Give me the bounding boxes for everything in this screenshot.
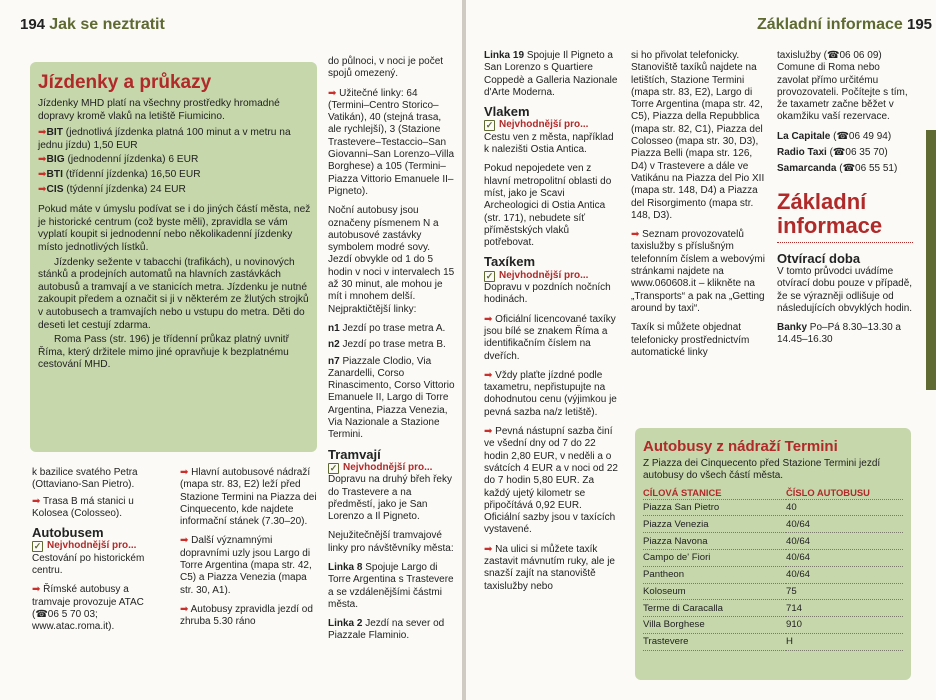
tram-line-19-label: Linka 19	[484, 50, 525, 61]
section-heading: Autobusem	[32, 525, 104, 541]
section-heading: Taxíkem	[484, 254, 536, 270]
page-number: 195	[907, 16, 933, 33]
taxi-company	[777, 147, 913, 159]
destination-cell: Piazza San Pietro	[643, 499, 786, 516]
destination-cell: Piazza Venezia	[643, 516, 786, 533]
text-para: k bazilice svatého Petra (Ottaviano-San Pietro).	[32, 467, 138, 491]
tram-line-2: Jezdí na sever od Piazzale Flaminio.	[328, 618, 445, 642]
ticket-code: BIT	[46, 127, 63, 139]
ticket-item	[38, 154, 311, 167]
text-para: V tomto průvodci uvádíme otvírací dobu pouze v případě, že se výrazněji odlišuje od následujících obvyklých hodin.	[777, 265, 913, 314]
recommended-text: Cestu ven z města, například k nalezišti Ostia Antica.	[484, 131, 614, 156]
company-name: Samarcanda	[777, 163, 837, 175]
text-para: Užitečné linky: 64 (Termini–Centro Storico–Vatikán), 40 (stejná trasa, ale rychlejší), 3 (Stazione Trastevere–Testaccio–San Giovanni–San Lorenzo–Villa Borghese) a 105 (Termini–Piazza Vittorio Emanuele II–Pigneto).	[328, 87, 455, 197]
recommended-label: Nejvhodnější pro...	[47, 540, 137, 552]
bus-number-cell: 40/64	[786, 549, 903, 566]
ticket-desc: (týdenní jízdenka) 24 EUR	[63, 183, 186, 195]
section-title: Základní informace	[777, 188, 883, 238]
bus-box-title: Autobusy z nádraží Termini	[643, 438, 838, 455]
ticket-code: BTI	[46, 168, 63, 180]
bullet-icon: ➡	[484, 369, 493, 381]
ticket-desc: (jednodenní jízdenka) 6 EUR	[64, 154, 199, 166]
table-row	[643, 499, 903, 516]
text-para: Římské autobusy a tramvaje provozuje ATAC (☎06 5 70 03; www.atac.roma.it).	[32, 584, 144, 633]
column-header-destination: CÍLOVÁ STANICE	[643, 486, 786, 500]
bus-number-cell: 910	[786, 617, 903, 634]
recommended-label: Nejvhodnější pro...	[499, 269, 589, 281]
table-row	[643, 600, 903, 617]
tickets-para-2: Jízdenky sežente v tabacchi (trafikách), u novinových stánků a prodejních automatů na hlavních zastávkách autobusů a tramvají a ve stanicích metra. Jízdenku je nutné zakoupit předem a označit si ji v některém ze žlutých strojků v autobusech a tramvajích nebo u vstupu do metra. Děti do deseti let cestují zdarma.	[38, 256, 309, 331]
recommended-label: Nejvhodnější pro...	[343, 461, 433, 473]
company-phone: (☎06 35 70)	[826, 147, 888, 159]
section-heading: Tramvají	[328, 446, 381, 462]
destination-cell: Koloseum	[643, 583, 786, 600]
company-name: La Capitale	[777, 130, 831, 142]
table-row	[643, 583, 903, 600]
ticket-list	[38, 127, 311, 196]
text-para: Noční autobusy jsou označeny písmenem N a autobusové zastávky symbolem modré sovy. Jezdí obvykle od 1 do 5 hodin v noci v intervalech 15 až 30 minut, ale mohou je mít i mnohem delší. Nejpraktičtější linky:	[328, 205, 455, 315]
bullet-icon: ➡	[484, 313, 493, 325]
ticket-code: BIG	[46, 154, 65, 166]
bullet-icon: ➡	[32, 584, 41, 596]
table-row	[643, 617, 903, 634]
termini-bus-box	[635, 428, 911, 680]
checkbox-icon: ✓	[485, 270, 494, 281]
text-para: Pevná nástupní sazba činí ve všední dny od 7 do 22 hodin 2,80 EUR, v neděli a o svátcích 4 EUR a v noci od 22 do 7 hodin 5,80 EUR. Za každý ujetý kilometr se připočítává 0,92 EUR. Oficiální sazby jsou v taxících vystavené.	[484, 426, 618, 536]
recommended-text: Cestování po historickém centru.	[32, 552, 145, 577]
section-heading: Vlakem	[484, 104, 530, 120]
bullet-icon: ➡	[484, 543, 493, 555]
company-phone: (☎06 49 94)	[830, 130, 892, 142]
ticket-code: CIS	[46, 183, 64, 195]
night-line-n2: Jezdí po trase metra B.	[342, 339, 446, 351]
ticket-desc: (třídenní jízdenka) 16,50 EUR	[62, 168, 201, 180]
checkbox-icon: ✓	[485, 120, 494, 131]
text-para: Trasa B má stanici u Kolosea (Colosseo).	[32, 495, 134, 519]
left-column-3: do půlnoci, v noci je počet spojů omezený. ➡ Užitečné linky: 64 (Termini–Centro Storico–Vatikán), 40 (stejná trasa, ale rychlejší), 3 (Stazione Trastevere–Testaccio–San Giovanni–San Lorenzo–Villa Borghese) a 105 (Termini–Piazza Vittorio Emanuele II–Pigneto). Noční autobusy jsou označeny písmenem N a autobusové zastávky symbolem modré sovy. Jezdí obvykle od 1 do 5 hodin v noci v intervalech 15 až 30 minut, ale mohou je mít i mnohem delší. Nejpraktičtější linky: n1 Jezdí po trase metra A. n2 Jezdí po trase metra B. n7 Piazzale Clodio, Via Zanardelli, Corso Rinascimento, Corso Vittorio Emanuele II, Largo di Torre Argentina, Piazza Venezia, Via Nazionale a Stazione Termini. Tramvají ✓ Nejvhodnější pro... Dopravu na druhý břeh řeky do Trastevere a na předměstí, jako je San Lorenzo a Il Pigneto. Nejužitečnější tramvajové linky pro návštěvníky města: Linka 8 Spojuje Largo di Torre Argentina s Trastevere a se vzdálenějšími částmi města. Linka 2 Jezdí na sever od Piazzale Flaminio.	[328, 56, 455, 642]
table-row	[643, 549, 903, 566]
checkbox-icon: ✓	[329, 462, 338, 473]
taxi-company-list	[777, 131, 913, 176]
table-header-row	[643, 486, 903, 500]
table-row	[643, 516, 903, 533]
bus-number-cell: 40/64	[786, 533, 903, 550]
text-para: si ho přivolat telefonicky. Stanoviště taxíků najdete na letištích, Stazione Termini (mapa str. 83, E2), Largo di Torre Argentina (mapa str. 42, C5), Piazza della Repubblica (mapa str. 82, C1), Piazza del Colosseo (mapa str. 30, D3), Piazza Belli (mapa str. 126, D4) v Trastevere a dále ve Vatikánu na Piazza del Pio XII (mapa str. 148, D4) a Piazza del Risorgimento (mapa str. 148, D3).	[631, 50, 765, 221]
bus-number-cell: 75	[786, 583, 903, 600]
bus-number-cell: 40/64	[786, 516, 903, 533]
running-title: Základní informace	[757, 16, 903, 33]
left-column-1	[32, 467, 167, 638]
bullet-icon: ➡	[631, 229, 640, 241]
destination-cell: Piazza Navona	[643, 533, 786, 550]
text-para: Hlavní autobusové nádraží (mapa str. 83, E2) leží před Stazione Termini na Piazza dei Cinquecento, kde najdete informační stánek (7.30–20).	[180, 467, 317, 528]
bullet-icon: ➡	[38, 154, 47, 166]
text-para: Oficiální licencované taxíky jsou bílé se znakem Říma a identifikačním číslem na dveřích.	[484, 313, 616, 362]
text-para: Taxík si můžete objednat telefonicky prostřednictvím automatické linky	[631, 322, 750, 358]
bullet-icon: ➡	[38, 168, 47, 180]
left-column-2	[180, 467, 317, 633]
checkbox-icon: ✓	[33, 541, 42, 552]
destination-cell: Campo de' Fiori	[643, 549, 786, 566]
bus-number-cell: 714	[786, 600, 903, 617]
banks-hours: Po–Pá 8.30–13.30 a 14.45–16.30	[777, 322, 901, 346]
taxi-company	[777, 131, 913, 143]
ticket-desc: (jednotlivá jízdenka platná 100 minut a v metru na jednu jízdu) 1,50 EUR	[38, 127, 291, 151]
bullet-icon: ➡	[328, 87, 337, 99]
bus-number-cell: 40	[786, 499, 903, 516]
company-phone: (☎06 55 51)	[836, 163, 898, 175]
text-para: Další významnými dopravními uzly jsou Largo di Torre Argentina (mapa str. 42, C5) a Piazza Venezia (mapa str. 30, A1).	[180, 535, 312, 596]
taxi-company	[777, 163, 913, 175]
destination-cell: Villa Borghese	[643, 617, 786, 634]
tickets-para-1: Pokud máte v úmyslu podívat se i do jiných částí města, než je historické centrum (což byste měli), zpravidla se vám vyplatí koupit si jednodenní nebo několikadenní jízdenky místo jednotlivých lístků.	[38, 204, 311, 253]
tickets-para-3: Roma Pass (str. 196) je třídenní průkaz platný uvnitř Říma, který držitele mimo jiné opravňuje k bezplatnému cestování MHD.	[38, 334, 289, 371]
table-row	[643, 533, 903, 550]
right-column-3	[777, 50, 913, 351]
bullet-icon: ➡	[484, 426, 493, 438]
tickets-box	[30, 62, 317, 452]
ticket-item	[38, 127, 311, 152]
text-para: Nejužitečnější tramvajové linky pro návštěvníky města:	[328, 530, 454, 554]
table-row	[643, 633, 903, 650]
left-running-head	[20, 16, 165, 34]
text-para: taxislužby (☎06 06 09) Comune di Roma nebo zavolat přímo určitému provozovateli. Počítejte s tím, že taxametr začne běžet v okamžiku vaší rezervace.	[777, 50, 908, 123]
night-line-n7: Piazzale Clodio, Via Zanardelli, Corso Rinascimento, Corso Vittorio Emanuele II, Largo di Torre Argentina, Piazza Venezia, Via Nazionale a Stazione Termini.	[328, 355, 455, 441]
recommended-text: Dopravu v pozdních nočních hodinách.	[484, 282, 611, 306]
right-column-1	[484, 50, 620, 597]
destination-cell: Terme di Caracalla	[643, 600, 786, 617]
tickets-intro: Jízdenky MHD platí na všechny prostředky hromadné dopravy kromě vlaků na letiště Fiumicino.	[38, 98, 280, 122]
running-title: Jak se neztratit	[49, 16, 165, 33]
section-heading: Otvírací doba	[777, 250, 861, 266]
bullet-icon: ➡	[38, 127, 47, 139]
destination-cell: Trastevere	[643, 633, 786, 650]
table-row	[643, 566, 903, 583]
bullet-icon: ➡	[180, 535, 189, 547]
night-line-n1: Jezdí po trase metra A.	[342, 322, 446, 334]
text-para: Seznam provozovatelů taxislužby s příslušným telefonním číslem a webovými stránkami najdete na www.060608.it – klikněte na „Transports“ a pak na „Getting around by taxi“.	[631, 229, 765, 314]
text-para: Pokud nepojedete ven z hlavní metropolitní oblasti do míst, jako je Scavi Archeologici di Ostia Antica (str. 171), nebudete síť příměstských vlaků potřebovat.	[484, 163, 612, 249]
destination-cell: Pantheon	[643, 566, 786, 583]
bus-number-cell: H	[786, 633, 903, 650]
bus-box-intro: Z Piazza dei Cinquecento před Stazione Termini jezdí autobusy do všech částí města.	[643, 458, 881, 482]
bus-table	[643, 486, 903, 651]
banks-label: Banky	[777, 322, 808, 334]
page-number: 194	[20, 16, 46, 33]
recommended-label: Nejvhodnější pro...	[499, 119, 589, 131]
bullet-icon: ➡	[38, 183, 47, 195]
bullet-icon: ➡	[180, 467, 189, 478]
text-para: do půlnoci, v noci je počet spojů omezený.	[328, 56, 444, 80]
tram-line-8: Spojuje Largo di Torre Argentina s Trastevere a se vzdálenějšími částmi města.	[328, 561, 454, 610]
tram-line-19: Spojuje Il Pigneto a San Lorenzo s Quartiere Coppedè a Galleria Nazionale d'Arte Moderna.	[484, 50, 618, 98]
company-name: Radio Taxi	[777, 147, 827, 159]
right-running-head	[757, 16, 932, 34]
text-para: Na ulici si můžete taxík zastavit mávnutím ruky, ale je snazší zajít na stanoviště taxislužby nebo	[484, 543, 615, 592]
text-para: Vždy plaťte jízdné podle taxametru, nepřistupujte na dohodnutou cenu (výjimkou je pevná sazba na/z letiště).	[484, 369, 617, 418]
section-tab	[926, 130, 936, 390]
text-para: Autobusy zpravidla jezdí od zhruba 5.30 ráno	[180, 603, 313, 628]
bullet-icon: ➡	[32, 495, 41, 507]
bus-number-cell: 40/64	[786, 566, 903, 583]
column-header-bus-number: ČÍSLO AUTOBUSU	[786, 486, 903, 500]
divider	[777, 242, 913, 243]
ticket-item	[38, 184, 311, 197]
bullet-icon: ➡	[180, 603, 189, 615]
right-column-2	[631, 50, 765, 363]
ticket-item	[38, 169, 311, 182]
tickets-box-title: Jízdenky a průkazy	[38, 72, 212, 93]
recommended-text: Dopravu na druhý břeh řeky do Trastevere a na předměstí, jako je San Lorenzo a Il Pigneto.	[328, 474, 452, 523]
